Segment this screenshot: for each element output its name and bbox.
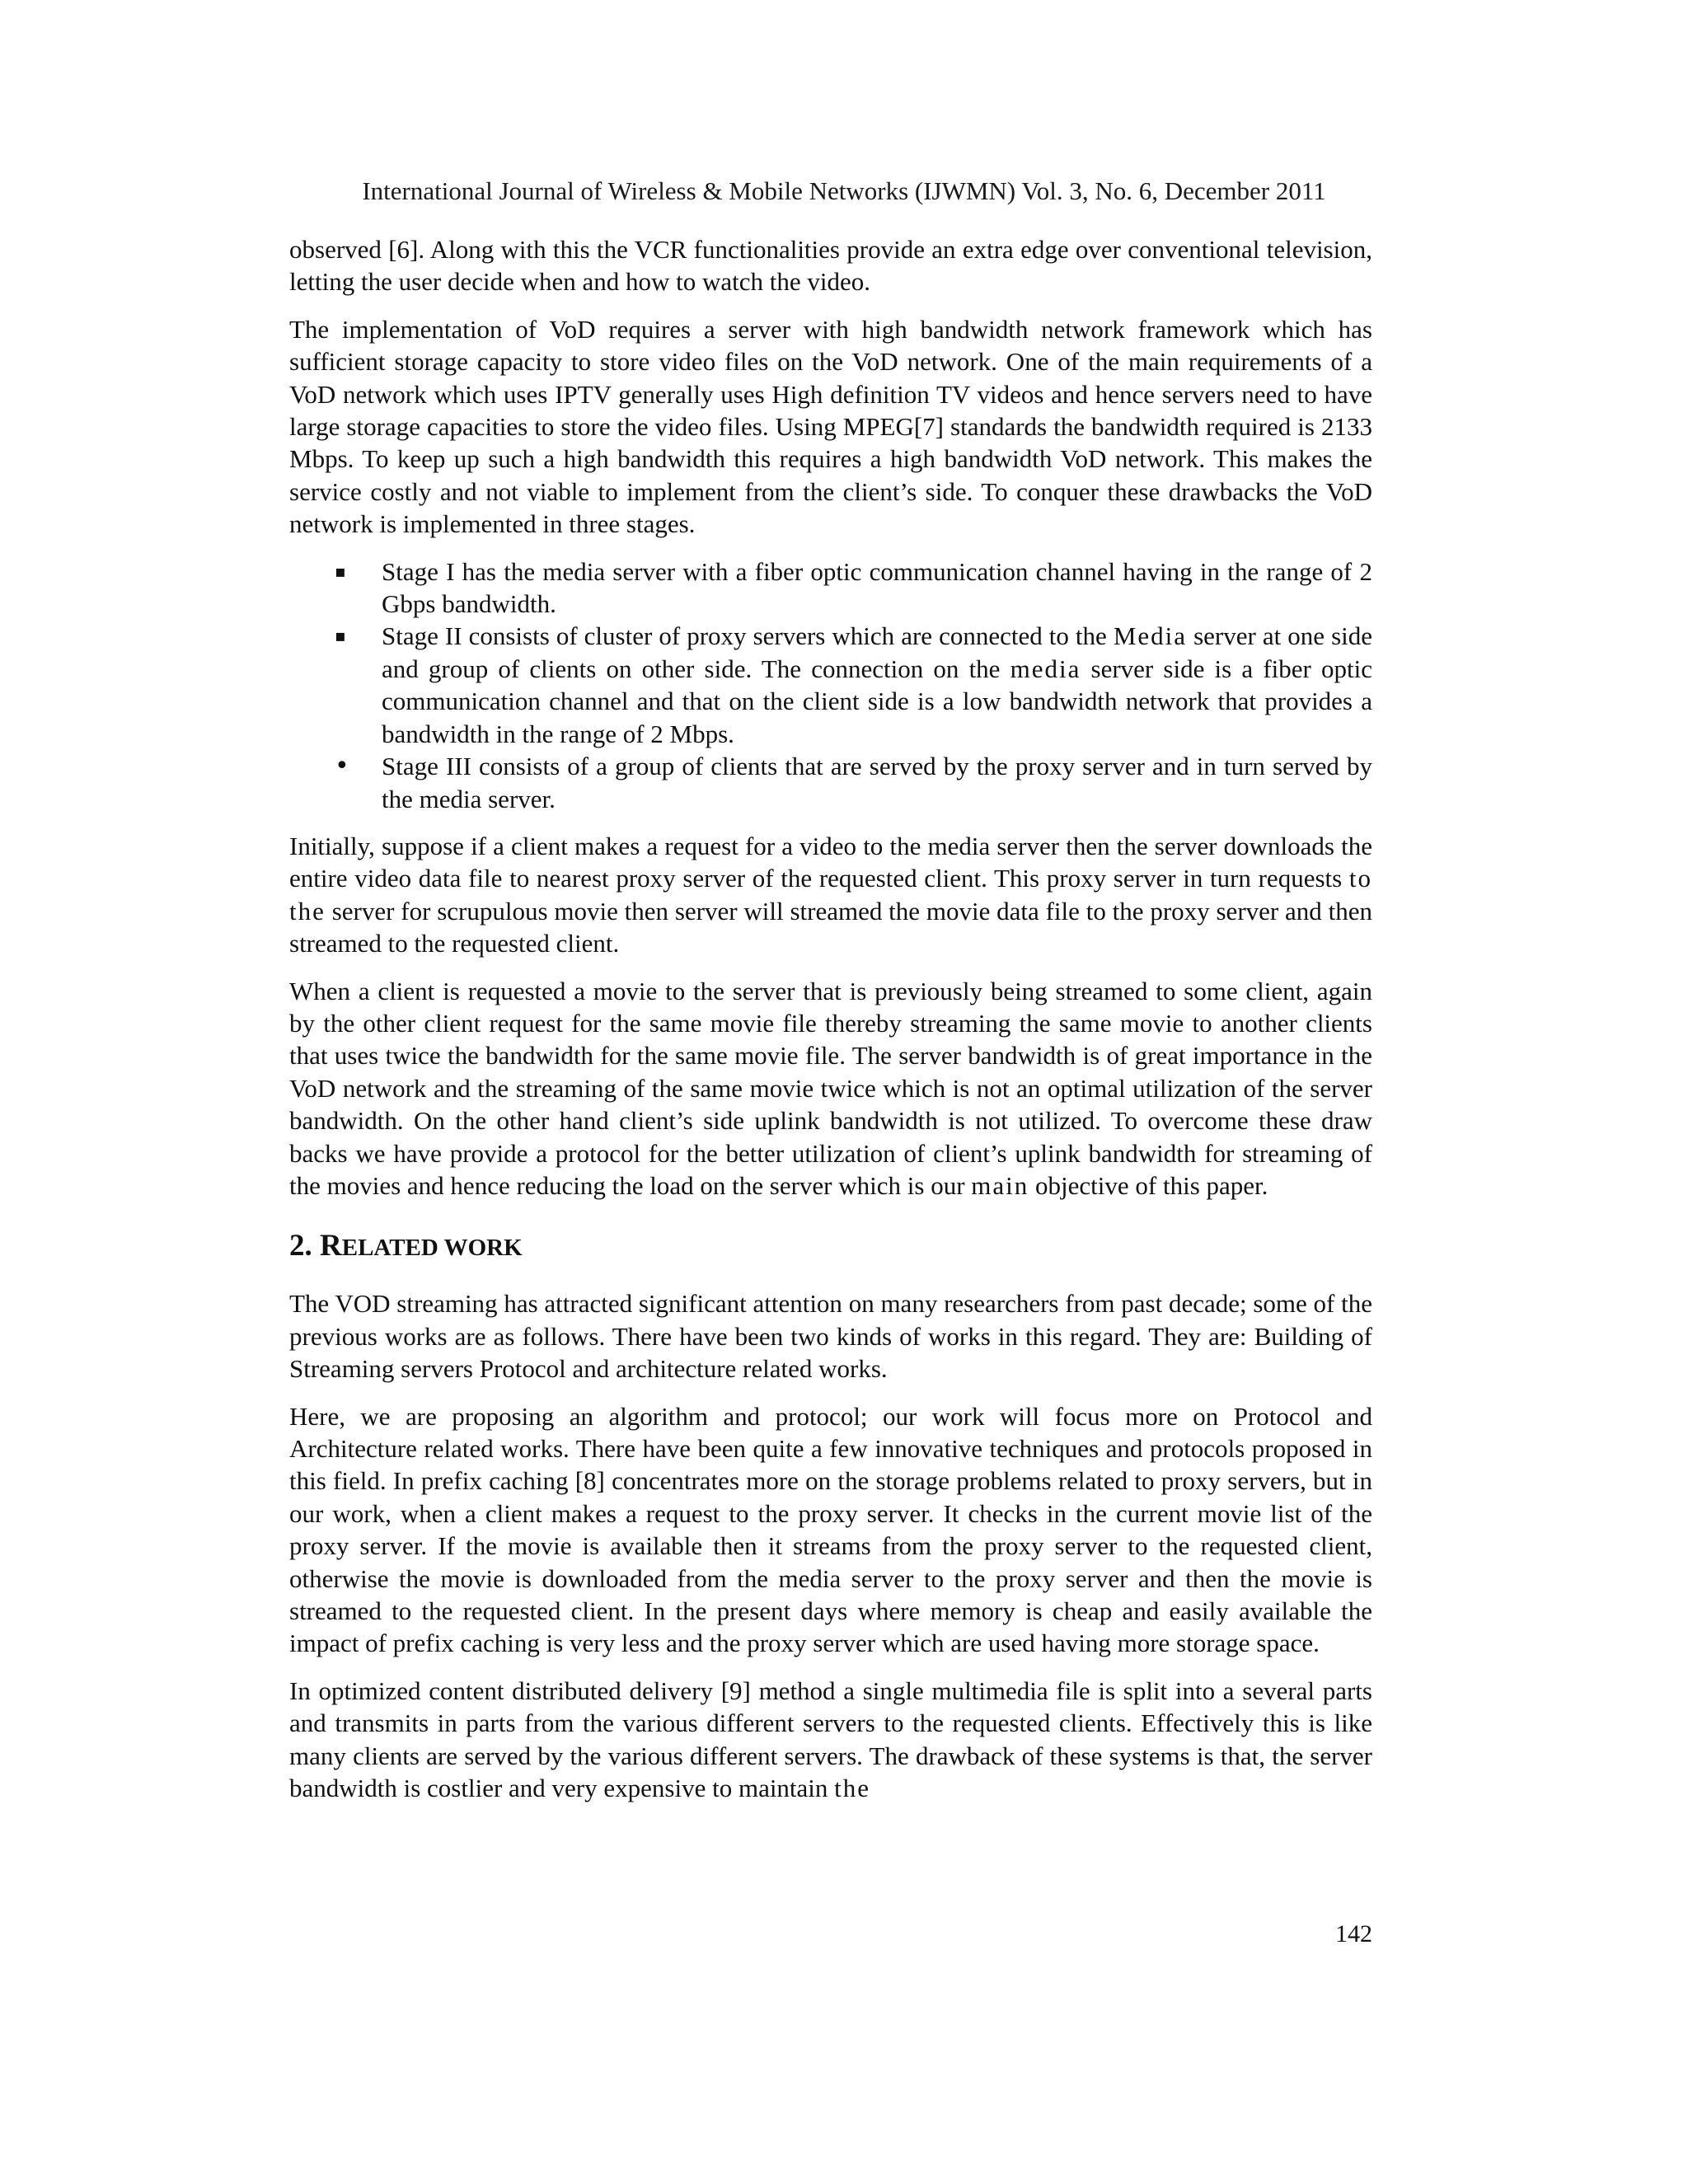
stage-2-text-part-1: Stage II consists of cluster of proxy servers which are connected to the bbox=[382, 621, 1114, 651]
related-work-paragraph-3-the: the bbox=[834, 1774, 871, 1803]
square-bullet-icon: ▪ bbox=[335, 626, 346, 646]
related-work-paragraph-2: Here, we are proposing an algorithm and protocol; our work will focus more on Protocol and Architecture related works. There have been quite a few innovative techniques and protocols proposed in this field. In prefix caching [8] concentrates more on the storage problems related to proxy servers, but in our work, when a client makes a request to the proxy server. It checks in the current movie list of the proxy server. If the movie is available then it streams from the proxy server to the requested client, otherwise the movie is downloaded from the media server to the proxy server and then the movie is streamed to the requested client. In the present days where memory is cheap and easily available the impact of prefix caching is very less and the proxy server which are used having more storage space. bbox=[289, 1401, 1372, 1658]
section-title-initial: R bbox=[320, 1229, 342, 1263]
stage-2-text-part-3: server side is a fiber optic communication channel and that on the client side is a low bandwidth network that provides a bandwidth in the range of 2 Mbps. bbox=[382, 654, 1372, 748]
square-bullet-icon: ▪ bbox=[335, 560, 346, 581]
intro-paragraph-4-part-1: When a client is requested a movie to the server that is previously being streamed to some client, again by the other client request for the same movie file thereby streaming the same movie to another clients that uses twice the bandwidth for the same movie file. The server bandwidth is of great importance in the VoD network and the streaming of the same movie twice which is not an optimal utilization of the server bandwidth. On the other hand client’s side uplink bandwidth is not utilized. To overcome these draw backs we have provide a protocol for the better utilization of client’s uplink bandwidth for streaming of the movies and hence reducing the load on the server which is our bbox=[289, 976, 1372, 1200]
running-header: International Journal of Wireless & Mobile Networks (IJWMN) Vol. 3, No. 6, December 2011 bbox=[362, 176, 1326, 205]
stage-2-media-word-2: media bbox=[1010, 654, 1081, 683]
stage-2-media-word-1: Media bbox=[1113, 621, 1188, 651]
related-work-paragraph-1: The VOD streaming has attracted significant attention on many researchers from past decade; some of the previous works are as follows. There have been two kinds of works in this regard. They are: Building of Streaming servers Protocol and architecture related works. bbox=[289, 1289, 1372, 1384]
stage-1-item bbox=[289, 555, 1372, 621]
intro-paragraph-3-part-1: Initially, suppose if a client makes a request for a video to the media server then the server downloads the entire video data file to nearest proxy server of the requested client. This proxy server in turn requests bbox=[289, 831, 1372, 893]
related-work-paragraph-3 bbox=[289, 1675, 1372, 1805]
intro-paragraph-3-part-2: server for scrupulous movie then server will streamed the movie data file to the proxy server and then streamed to the requested client. bbox=[289, 896, 1372, 958]
page-number: 142 bbox=[1335, 1920, 1372, 1947]
intro-paragraph-4-part-2: objective of this paper. bbox=[1029, 1170, 1268, 1200]
stages-list bbox=[289, 555, 1372, 815]
stage-2-item bbox=[289, 620, 1372, 750]
stage-3-item bbox=[289, 750, 1372, 815]
intro-paragraph-3 bbox=[289, 830, 1372, 960]
section-title-rest: ELATED WORK bbox=[341, 1235, 523, 1262]
round-bullet-icon: • bbox=[335, 752, 349, 781]
stage-1-text: Stage I has the media server with a fiber optic communication channel having in the range of 2 Gbps bandwidth. bbox=[382, 556, 1372, 619]
stage-3-text: Stage III consists of a group of clients that are served by the proxy server and in turn served by the media server. bbox=[382, 752, 1372, 813]
stage-2-text-part-2: server at one side and group of clients on other side. The connection on the bbox=[382, 621, 1373, 683]
intro-paragraph-4 bbox=[289, 975, 1372, 1202]
related-work-paragraph-3-text: In optimized content distributed delivery [9] method a single multimedia file is split into a several parts and transmits in parts from the various different servers to the requested clients. Effectively this is like many clients are served by the various different servers. The drawback of these systems is that, the server bandwidth is costlier and very expensive to maintain bbox=[289, 1675, 1372, 1803]
intro-paragraph-2: The implementation of VoD requires a server with high bandwidth network framework which has sufficient storage capacity to store video files on the VoD network. One of the main requirements of a VoD network which uses IPTV generally uses High definition TV videos and hence servers need to have large storage capacities to store the video files. Using MPEG[7] standards the bandwidth required is 2133 Mbps. To keep up such a high bandwidth this requires a high bandwidth VoD network. This makes the service costly and not viable to implement from the client’s side. To conquer these drawbacks the VoD network is implemented in three stages. bbox=[289, 314, 1372, 539]
body-text bbox=[289, 233, 1372, 1819]
section-heading-related-work bbox=[289, 1228, 1372, 1266]
intro-paragraph-1: observed [6]. Along with this the VCR functionalities provide an extra edge over conventional television, letting the user decide when and how to watch the video. bbox=[289, 235, 1372, 297]
intro-paragraph-4-main: main bbox=[971, 1170, 1029, 1200]
intro-paragraph-3-to-the: to the bbox=[289, 864, 1372, 926]
section-number: 2. bbox=[289, 1229, 312, 1263]
